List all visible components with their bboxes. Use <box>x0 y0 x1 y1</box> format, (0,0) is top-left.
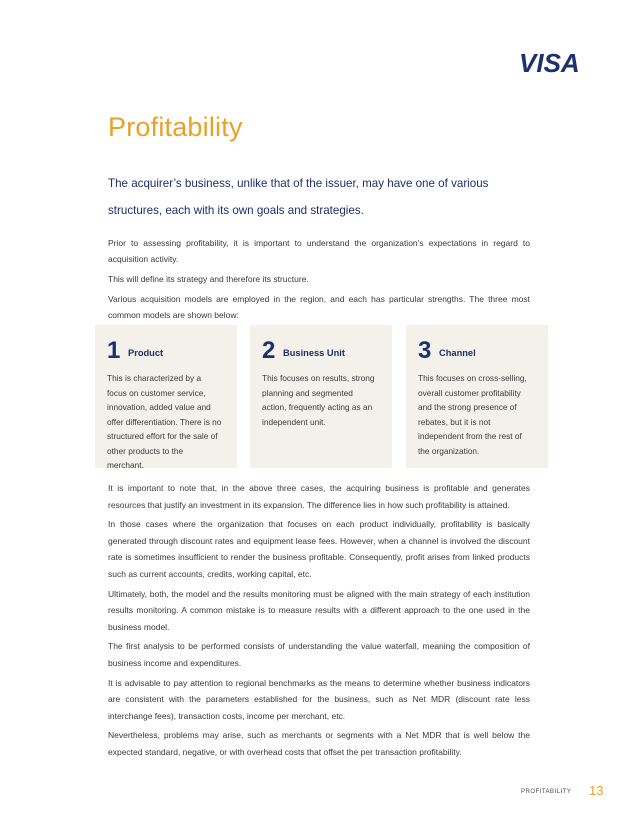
body-paragraph: The first analysis to be performed consists of understanding the value waterfall, meaning the composition of business income and expenditures. <box>108 641 530 668</box>
body-paragraph: It is important to note that, in the above three cases, the acquiring business is profitable and generates resources that justify an investment in its expansion. The difference lies in how such profitability is attained. <box>108 483 530 510</box>
intro-paragraph: This will define its strategy and therefore its structure. <box>108 274 309 284</box>
body-paragraph: Ultimately, both, the model and the results monitoring must be aligned with the main strategy of each institution results monitoring. A common mistake is to measure results with a different approach to the one used in the business model. <box>108 588 530 632</box>
card-title: Business Unit <box>283 348 345 358</box>
card-number: 2 <box>262 337 276 364</box>
body-section <box>108 480 530 764</box>
card-text: This is characterized by a focus on customer service, innovation, added value and offer differentiation. There is no structured effort for the sale of other products to the merchant. <box>107 373 222 470</box>
card-text: This focuses on cross-selling, overall customer profitability and the strong presence of rebates, but it is not independent from the rest of the organization. <box>418 373 527 456</box>
lead-paragraph: The acquirer’s business, unlike that of the issuer, may have one of various structures, each with its own goals and strategies. <box>108 177 489 217</box>
card-text: This focuses on results, strong planning and segmented action, frequently acting as an independent unit. <box>262 373 375 427</box>
model-card-channel <box>406 325 548 468</box>
models-cards <box>95 325 550 470</box>
intro-section <box>108 235 530 327</box>
footer-section-label: PROFITABILITY <box>521 789 572 795</box>
visa-logo <box>519 48 593 78</box>
card-title: Product <box>128 348 164 358</box>
intro-paragraph: Prior to assessing profitability, it is important to understand the organization’s expectations in regard to acquisition activity. <box>108 238 530 264</box>
page-number: 13 <box>589 783 604 798</box>
body-paragraph: It is advisable to pay attention to regional benchmarks as the means to determine whether business indicators are consistent with the parameters established for the business, such as Net MDR (discount rate less interchange fees), transaction costs, income per merchant, etc. <box>108 677 530 721</box>
body-paragraph: In those cases where the organization that focuses on each product individually, profitability is basically generated through discount rates and equipment lease fees. However, when a channel is involved the discount rate is sometimes insufficient to render the business profitable. Consequently, profit arises from linked products such as current accounts, credits, working capital, etc. <box>108 519 530 579</box>
model-card-product <box>95 325 237 468</box>
page-title: Profitability <box>108 112 243 142</box>
visa-logo-text: VISA <box>519 48 580 78</box>
intro-paragraph: Various acquisition models are employed in the region, and each has particular strengths. The three most common models are shown below: <box>108 294 530 320</box>
card-number: 3 <box>418 337 432 364</box>
card-number: 1 <box>107 337 121 364</box>
card-title: Channel <box>439 348 476 358</box>
model-card-business-unit <box>250 325 392 468</box>
body-paragraph: Nevertheless, problems may arise, such as merchants or segments with a Net MDR that is well below the expected standard, negative, or with overhead costs that offset the per transaction profitability. <box>108 730 530 757</box>
